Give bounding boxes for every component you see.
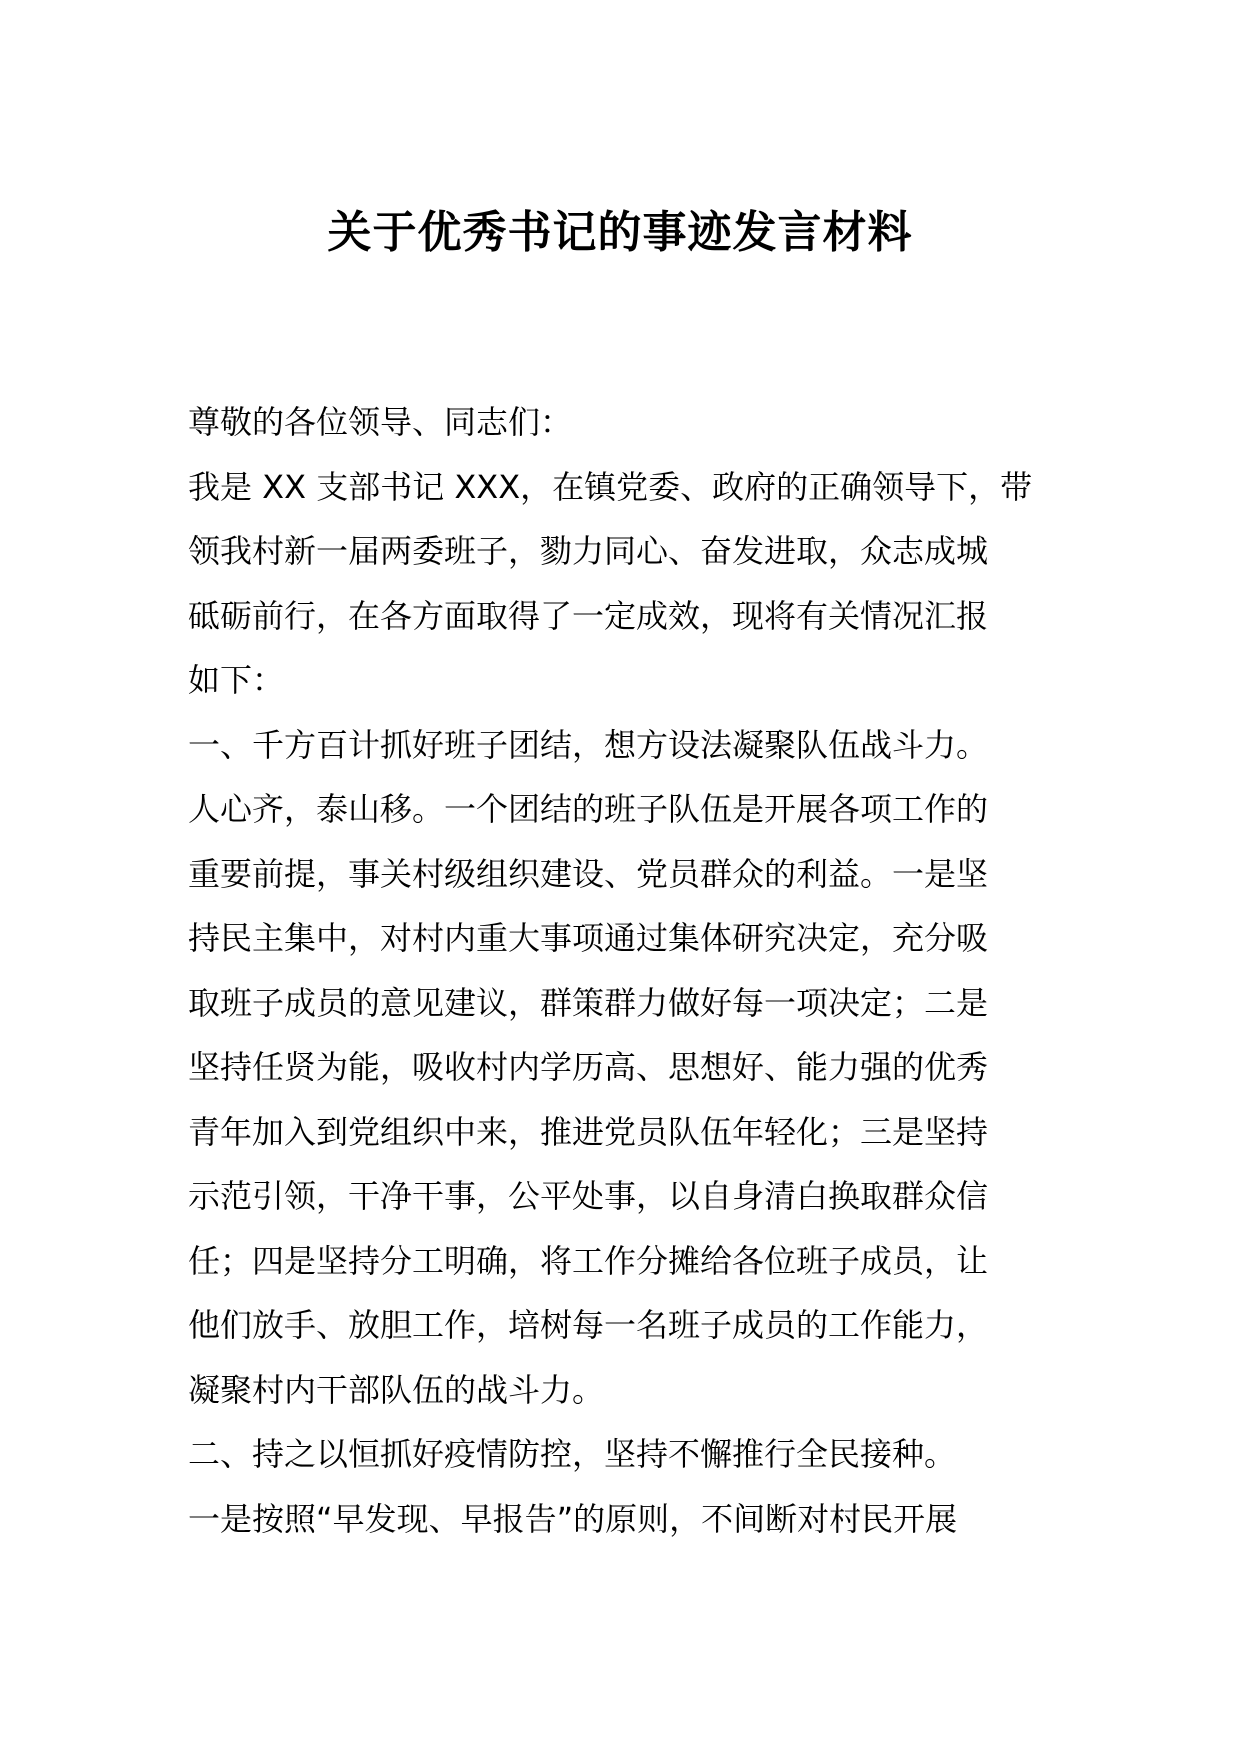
body-line: 砥砺前行，在各方面取得了一定成效，现将有关情况汇报 <box>188 596 989 635</box>
body-line-greeting: 尊敬的各位领导、同志们： <box>188 403 573 441</box>
body-line: 重要前提，事关村级组织建设、党员群众的利益。一是坚 <box>188 854 989 893</box>
document-title: 关于优秀书记的事迹发言材料 <box>327 207 913 258</box>
body-line: 人心齐，泰山移。一个团结的班子队伍是开展各项工作的 <box>188 790 989 828</box>
body-line: 示范引领，干净干事，公平处事，以自身清白换取群众信 <box>188 1177 989 1215</box>
body-line: 青年加入到党组织中来，推进党员队伍年轻化；三是坚持 <box>188 1112 989 1151</box>
body-line: 任；四是坚持分工明确，将工作分摊给各位班子成员，让 <box>188 1241 989 1280</box>
body-line: 如下： <box>188 661 285 699</box>
body-line: 坚持任贤为能，吸收村内学历高、思想好、能力强的优秀 <box>188 1048 989 1086</box>
document-body <box>188 390 1068 1551</box>
body-line: 领我村新一届两委班子，勠力同心、奋发进取，众志成城 <box>188 532 989 570</box>
body-line: 凝聚村内干部队伍的战斗力。 <box>188 1370 605 1409</box>
body-line: 我是 XX 支部书记 XXX，在镇党委、政府的正确领导下，带 <box>188 467 1033 506</box>
body-line: 取班子成员的意见建议，群策群力做好每一项决定；二是 <box>188 983 989 1022</box>
body-line: 一是按照“早发现、早报告”的原则，不间断对村民开展 <box>188 1499 958 1538</box>
section-heading-2: 二、持之以恒抓好疫情防控，坚持不懈推行全民接种。 <box>188 1435 957 1473</box>
body-line: 持民主集中，对村内重大事项通过集体研究决定，充分吸 <box>188 919 989 957</box>
section-heading-1: 一、千方百计抓好班子团结，想方设法凝聚队伍战斗力。 <box>188 725 989 764</box>
body-line: 他们放手、放胆工作，培树每一名班子成员的工作能力， <box>188 1306 989 1344</box>
